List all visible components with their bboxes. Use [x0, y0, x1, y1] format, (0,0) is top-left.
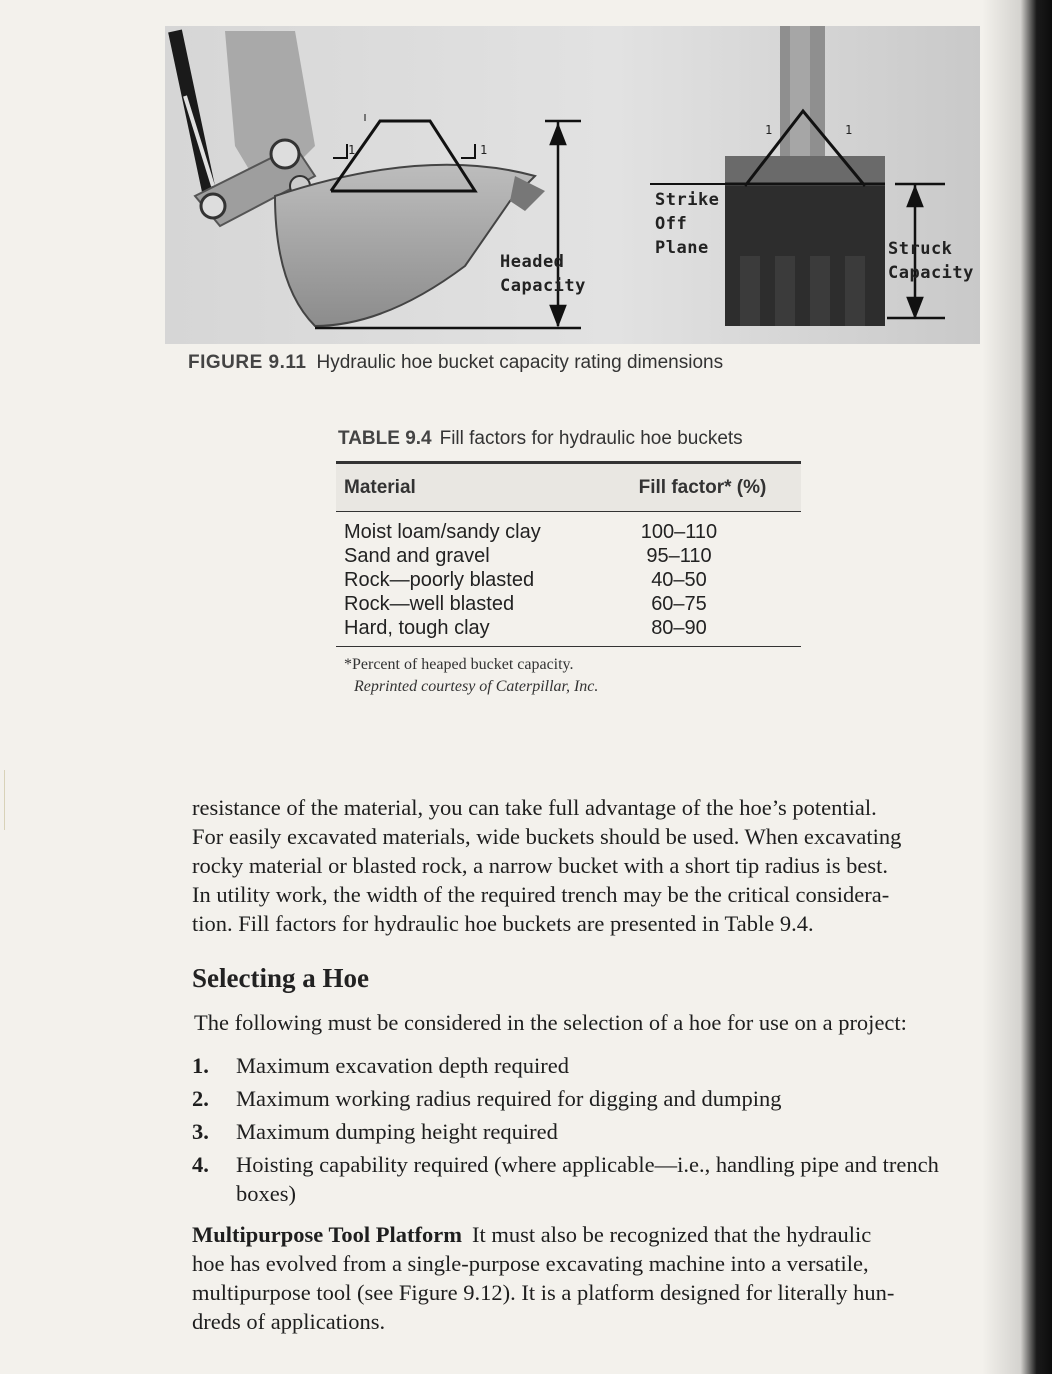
list-text: Hoisting capability required (where applicable—i.e., handling pipe and trench boxes): [236, 1152, 939, 1206]
table-number: TABLE 9.4: [338, 428, 432, 449]
material-cell: Moist loam/sandy clay: [344, 521, 541, 543]
slope-mark: 1: [348, 143, 356, 157]
paragraph-fill-factors: [192, 793, 982, 938]
text-line: resistance of the material, you can take full advantage of the hoe’s potential.: [192, 795, 877, 820]
label-line: Capacity: [500, 276, 586, 296]
list-number: 3.: [192, 1119, 209, 1144]
slope-mark: 1: [845, 123, 853, 137]
material-cell: Rock—poorly blasted: [344, 569, 535, 591]
paragraph-multipurpose: [192, 1220, 982, 1336]
table-row: [336, 568, 801, 592]
text-line: multipurpose tool (see Figure 9.12). It is a platform designed for literally hun-: [192, 1280, 895, 1305]
strike-off-plane-label: [655, 188, 719, 260]
header-fill-factor: Fill factor* (%): [638, 476, 767, 498]
table-row: [336, 520, 801, 544]
fill-factor-cell: 100–110: [640, 521, 718, 543]
text-line: For easily excavated materials, wide buckets should be used. When excavating: [192, 824, 902, 849]
list-number: 4.: [192, 1152, 209, 1177]
header-material: Material: [344, 476, 416, 498]
table-body: [336, 512, 801, 647]
figure-number: FIGURE 9.11: [188, 352, 307, 373]
runin-heading: Multipurpose Tool Platform: [192, 1222, 463, 1247]
table-footnote: [344, 654, 598, 698]
list-item: [192, 1051, 962, 1080]
figure-caption: [188, 352, 723, 374]
slope-mark: 1: [765, 123, 773, 137]
text-line: [192, 1220, 982, 1249]
label-line: Plane: [655, 238, 709, 258]
label-line: Capacity: [888, 263, 974, 283]
table-header-row: [336, 464, 801, 512]
table-row: [336, 592, 801, 616]
struck-capacity-label: [888, 237, 974, 285]
list-number: 2.: [192, 1086, 209, 1111]
text-line: In utility work, the width of the required trench may be the critical considera-: [192, 882, 890, 907]
text-line: hoe has evolved from a single-purpose excavating machine into a versatile,: [192, 1251, 869, 1276]
fill-factor-cell: 40–50: [651, 569, 707, 591]
label-line: Strike: [655, 190, 720, 210]
label-line: Headed: [500, 252, 565, 272]
list-text: Maximum dumping height required: [236, 1119, 558, 1144]
text-line: dreds of applications.: [192, 1309, 386, 1334]
fill-factor-cell: 80–90: [651, 617, 707, 639]
list-item: [192, 1084, 962, 1113]
material-cell: Hard, tough clay: [344, 617, 490, 639]
margin-mark: [4, 770, 5, 830]
page-binding-shadow: [982, 0, 1052, 1374]
fill-factor-cell: 60–75: [651, 593, 707, 615]
footnote-text: *Percent of heaped bucket capacity.: [344, 656, 574, 673]
list-item: [192, 1117, 962, 1146]
list-number: 1.: [192, 1053, 209, 1078]
text-line: tion. Fill factors for hydraulic hoe buckets are presented in Table 9.4.: [192, 911, 814, 936]
text-line-content: It must also be recognized that the hydraulic: [472, 1222, 872, 1247]
list-text: Maximum excavation depth required: [236, 1053, 570, 1078]
label-line: Off: [655, 214, 688, 234]
material-cell: Rock—well blasted: [344, 593, 515, 615]
headed-capacity-label: [500, 250, 586, 298]
table-row: [336, 544, 801, 568]
section-heading: Selecting a Hoe: [192, 963, 369, 993]
table-row: [336, 616, 801, 640]
selection-criteria-list: [192, 1051, 962, 1212]
list-text: Maximum working radius required for digging and dumping: [236, 1086, 782, 1111]
table-caption-text: Fill factors for hydraulic hoe buckets: [439, 428, 743, 449]
slope-mark: 1: [480, 143, 488, 157]
label-line: Struck: [888, 239, 953, 259]
fill-factor-cell: 95–110: [646, 545, 712, 567]
material-cell: Sand and gravel: [344, 545, 490, 567]
list-item: [192, 1150, 962, 1208]
figure-caption-text: Hydraulic hoe bucket capacity rating dimensions: [316, 352, 724, 373]
text-line: rocky material or blasted rock, a narrow bucket with a short tip radius is best.: [192, 853, 889, 878]
list-intro: The following must be considered in the selection of a hoe for use on a project:: [194, 1010, 907, 1035]
table-caption: [338, 428, 743, 450]
source-credit: Reprinted courtesy of Caterpillar, Inc.: [354, 678, 599, 695]
fill-factor-table: [336, 461, 801, 647]
